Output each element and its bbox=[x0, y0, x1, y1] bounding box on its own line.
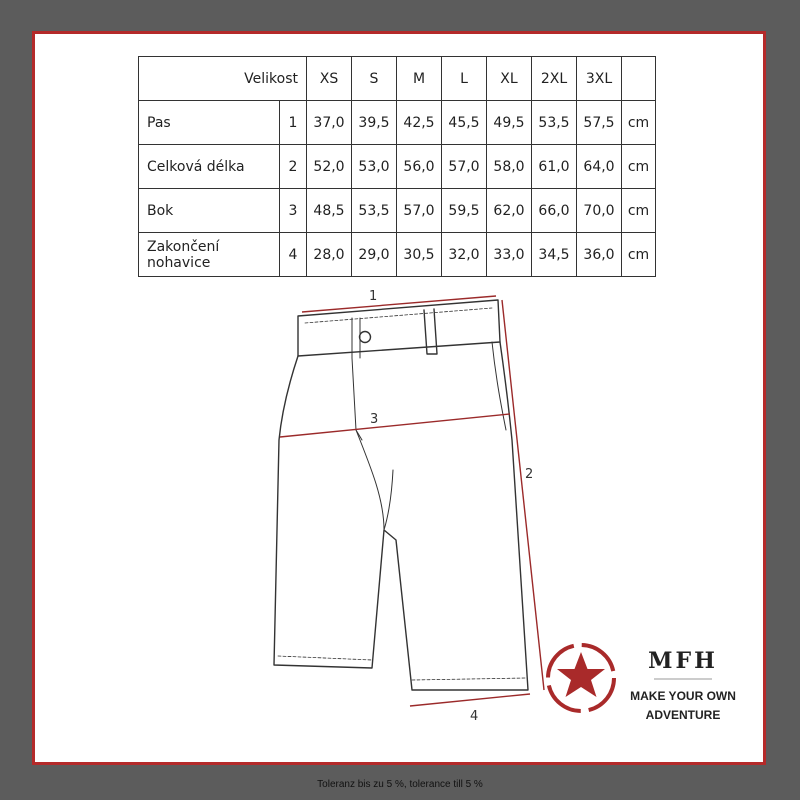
measurement-unit: cm bbox=[622, 233, 656, 277]
marker-1: 1 bbox=[369, 289, 378, 304]
measurement-value: 39,5 bbox=[352, 101, 397, 145]
measurement-value: 33,0 bbox=[487, 233, 532, 277]
measurement-value: 53,0 bbox=[352, 145, 397, 189]
size-header-cell: 2XL bbox=[532, 57, 577, 101]
measurement-value: 49,5 bbox=[487, 101, 532, 145]
measurement-value: 32,0 bbox=[442, 233, 487, 277]
measurement-unit: cm bbox=[622, 189, 656, 233]
size-header-cell: XL bbox=[487, 57, 532, 101]
measurement-lines bbox=[280, 296, 544, 706]
measurement-value: 53,5 bbox=[532, 101, 577, 145]
size-header-cell: XS bbox=[307, 57, 352, 101]
measurement-unit: cm bbox=[622, 101, 656, 145]
marker-2: 2 bbox=[525, 467, 534, 482]
measurement-number: 3 bbox=[280, 189, 307, 233]
brand-slogan-line1: MAKE YOUR OWN bbox=[630, 689, 736, 703]
measurement-value: 57,0 bbox=[397, 189, 442, 233]
measurement-value: 57,0 bbox=[442, 145, 487, 189]
measurement-unit: cm bbox=[622, 145, 656, 189]
measurement-value: 52,0 bbox=[307, 145, 352, 189]
measurement-value: 61,0 bbox=[532, 145, 577, 189]
measurement-label: Bok bbox=[139, 189, 280, 233]
measurement-value: 29,0 bbox=[352, 233, 397, 277]
waistband bbox=[298, 300, 500, 356]
measurement-value: 53,5 bbox=[352, 189, 397, 233]
measurement-value: 56,0 bbox=[397, 145, 442, 189]
star-logo-icon bbox=[548, 645, 614, 711]
measurement-value: 48,5 bbox=[307, 189, 352, 233]
size-header-cell: L bbox=[442, 57, 487, 101]
measurement-value: 30,5 bbox=[397, 233, 442, 277]
measurement-value: 70,0 bbox=[577, 189, 622, 233]
size-header-label: Velikost bbox=[139, 57, 307, 101]
marker-4: 4 bbox=[470, 709, 479, 724]
measurement-value: 59,5 bbox=[442, 189, 487, 233]
size-header-cell: 3XL bbox=[577, 57, 622, 101]
measurement-number: 4 bbox=[280, 233, 307, 277]
measure-line-2 bbox=[502, 300, 544, 690]
size-header-cell: M bbox=[397, 57, 442, 101]
measurement-value: 42,5 bbox=[397, 101, 442, 145]
marker-3: 3 bbox=[370, 412, 379, 427]
measurement-label: Zakončení nohavice bbox=[139, 233, 280, 277]
measurement-value: 28,0 bbox=[307, 233, 352, 277]
measurement-number: 2 bbox=[280, 145, 307, 189]
measurement-value: 66,0 bbox=[532, 189, 577, 233]
measurement-value: 64,0 bbox=[577, 145, 622, 189]
measurement-label: Celková délka bbox=[139, 145, 280, 189]
measurement-value: 36,0 bbox=[577, 233, 622, 277]
measurement-value: 57,5 bbox=[577, 101, 622, 145]
tolerance-note: Toleranz bis zu 5 %, tolerance till 5 % bbox=[317, 779, 483, 790]
size-header-cell: S bbox=[352, 57, 397, 101]
measurement-value: 62,0 bbox=[487, 189, 532, 233]
measure-line-1 bbox=[302, 296, 496, 312]
measurement-value: 34,5 bbox=[532, 233, 577, 277]
measure-line-3 bbox=[280, 414, 510, 437]
measurement-value: 45,5 bbox=[442, 101, 487, 145]
measurement-label: Pas bbox=[139, 101, 280, 145]
measure-line-4 bbox=[410, 694, 530, 706]
brand-name: MFH bbox=[648, 648, 718, 674]
measurement-value: 37,0 bbox=[307, 101, 352, 145]
brand-slogan-line2: ADVENTURE bbox=[645, 708, 721, 722]
measurement-number: 1 bbox=[280, 101, 307, 145]
measurement-value: 58,0 bbox=[487, 145, 532, 189]
shorts-outline bbox=[274, 300, 528, 690]
button bbox=[360, 332, 371, 343]
